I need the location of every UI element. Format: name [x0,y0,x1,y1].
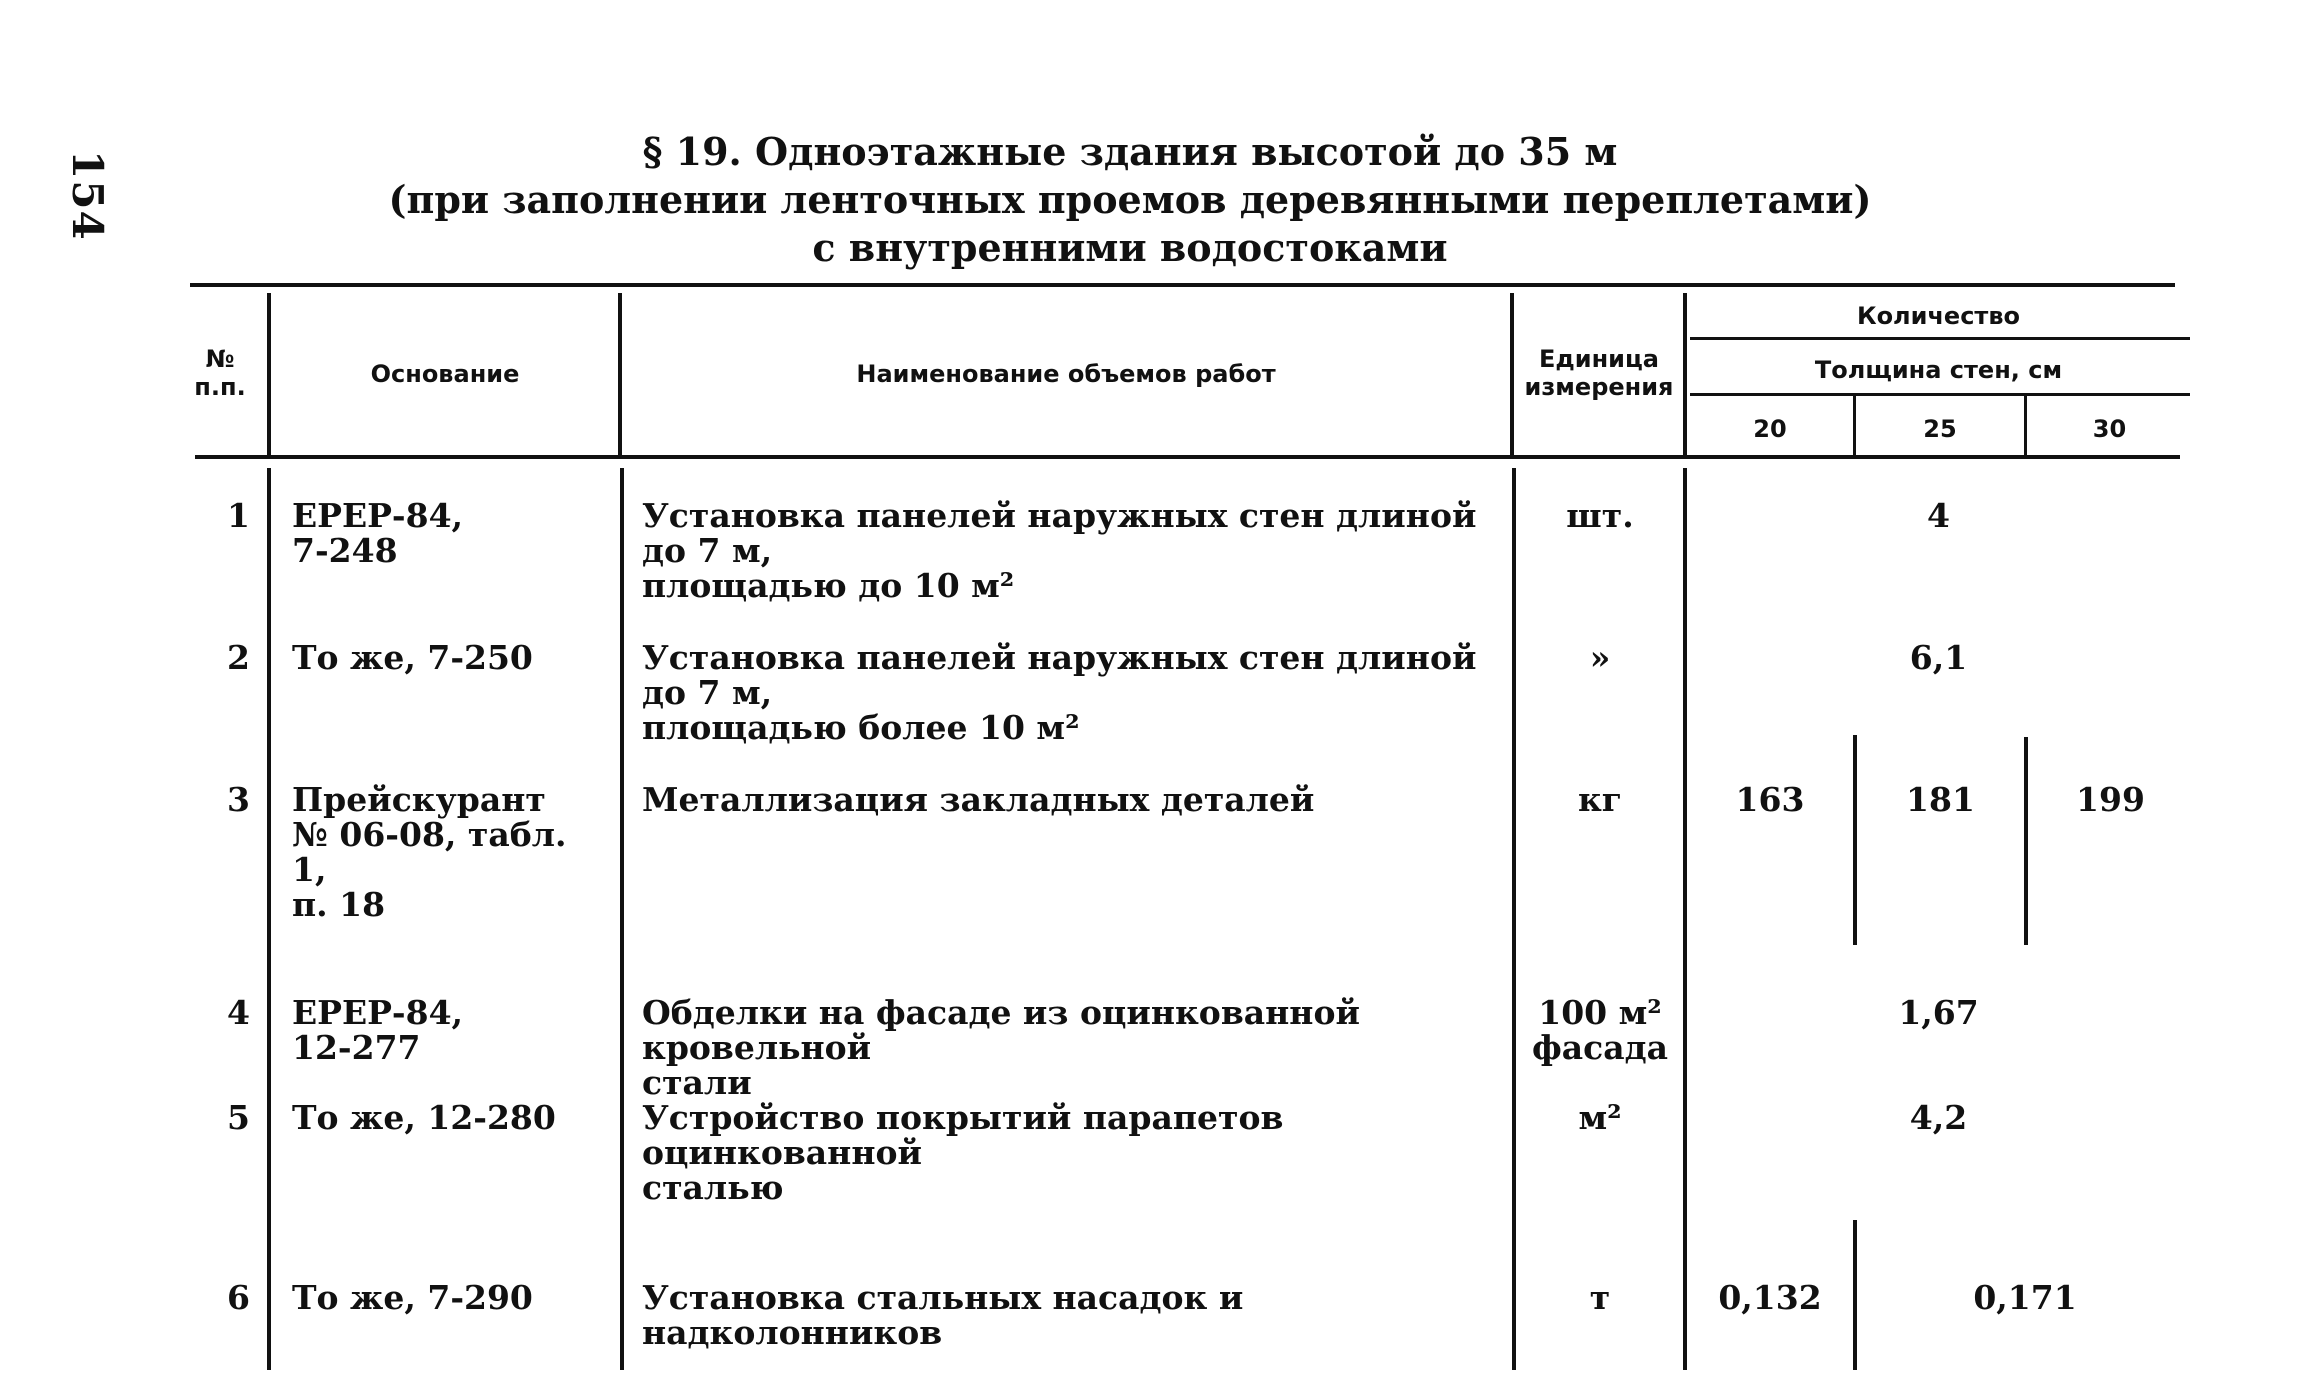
row-6-quantity-20: 0,132 [1718,1278,1822,1317]
row-5-basis: То же, 12-280 [292,1098,556,1137]
body-vline-2 [620,468,624,1370]
title-line-2: (при заполнении ленточных проемов деревянными переплетами) [388,177,1872,222]
row-2-quantity: 6,1 [1909,638,1968,677]
row-1-work: Установка панелей наружных стен длиной до 7 м, площадью до 10 м² [642,496,1477,605]
header-t30: 30 [2092,415,2127,443]
row-2-basis: То же, 7-250 [292,638,533,677]
row-6-quantity-25-30: 0,171 [1973,1278,2077,1317]
quantity-rule [1690,337,2190,340]
row-5-num: 5 [227,1098,250,1137]
row-3-quantity-25: 181 [1906,780,1975,819]
row-6-num: 6 [227,1278,250,1317]
header-work: Наименование объемов работ [856,360,1276,388]
header-t25: 25 [1923,415,1957,443]
row-6-unit: т [1589,1278,1611,1317]
row-4-basis: ЕРЕР-84, 12-277 [292,993,464,1067]
body-vline-3 [1512,468,1516,1370]
row-4-unit: 100 м² фасада [1532,993,1668,1067]
row-2-unit: » [1589,638,1611,677]
row-3-basis: Прейскурант № 06-08, табл. 1, п. 18 [292,780,567,924]
row-2-work: Установка панелей наружных стен длиной до 7 м, площадью более 10 м² [642,638,1477,747]
row-2-num: 2 [227,638,250,677]
row-6-work: Установка стальных насадок и надколонников [642,1278,1244,1352]
header-vline-1 [267,293,271,457]
title-line-3: с внутренними водостоками [812,225,1448,270]
header-unit: Единица измерения [1524,345,1674,401]
header-basis: Основание [370,360,520,388]
row-5-quantity: 4,2 [1909,1098,1968,1137]
row3-vline-25 [1853,735,1857,945]
row-3-quantity-30: 199 [2076,780,2145,819]
row-4-work: Обделки на фасаде из оцинкованной кровельной стали [642,993,1360,1102]
header-bottom-rule [195,455,2180,459]
thickness-rule [1690,393,2190,396]
row-1-basis: ЕРЕР-84, 7-248 [292,496,464,570]
row-1-num: 1 [227,496,250,535]
body-vline-1 [267,468,271,1370]
header-num: № п.п. [194,345,246,401]
header-quantity: Количество [1856,302,2021,330]
header-t20: 20 [1753,415,1787,443]
title-line-1: § 19. Одноэтажные здания высотой до 35 м [642,129,1618,174]
body-vline-4 [1683,468,1687,1370]
section-title [330,128,1930,272]
row-5-work: Устройство покрытий парапетов оцинкованной сталью [642,1098,1284,1207]
header-thickness: Толщина стен, см [1814,356,2063,384]
row3-vline-30 [2024,737,2028,945]
row-6-basis: То же, 7-290 [292,1278,533,1317]
row-1-unit: шт. [1566,496,1634,535]
row-3-num: 3 [227,780,250,819]
row-4-num: 4 [227,993,250,1032]
row-1-quantity: 4 [1927,496,1950,535]
page-number: 154 [63,150,112,241]
table-top-rule [190,283,2175,287]
row-3-quantity-20: 163 [1735,780,1805,819]
row-5-unit: м² [1578,1098,1622,1137]
row-4-quantity: 1,67 [1898,993,1979,1032]
row-3-unit: кг [1577,780,1623,819]
row-3-work: Металлизация закладных деталей [642,780,1315,819]
